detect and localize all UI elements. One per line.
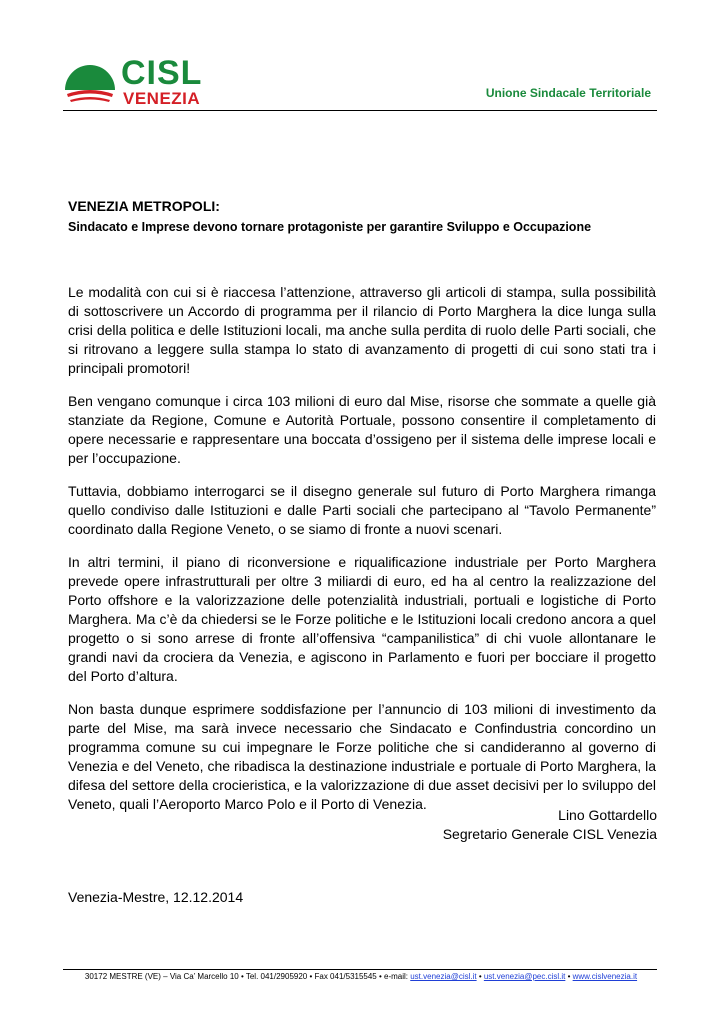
footer-separator: • xyxy=(476,972,484,981)
logo-cisl-text: CISL xyxy=(121,54,203,92)
document-subtitle: Sindacato e Imprese devono tornare protagoniste per garantire Sviluppo e Occupazione xyxy=(68,220,592,234)
letterhead xyxy=(63,54,657,114)
footer-website-link[interactable]: www.cislvenezia.it xyxy=(572,972,638,981)
logo-emblem-icon xyxy=(63,56,117,106)
footer xyxy=(63,972,659,982)
body-paragraph: Tuttavia, dobbiamo interrogarci se il disegno generale sul futuro di Porto Marghera rimanga quello condiviso dalle Istituzioni e dalle Parti sociali che partecipano al “Tavolo Permanente” coordinato dalla Regione Veneto, o se siamo di fronte a nuovi scenari. xyxy=(68,483,656,537)
footer-address: 30172 MESTRE (VE) – Via Ca’ Marcello 10 • Tel. 041/2905920 • Fax 041/5315545 • e-mail: xyxy=(84,972,411,981)
footer-divider xyxy=(63,969,657,970)
footer-separator: • xyxy=(565,972,573,981)
footer-pec-link[interactable]: ust.venezia@pec.cisl.it xyxy=(483,972,566,981)
signature-block xyxy=(443,806,657,844)
logo-venezia-text: VENEZIA xyxy=(123,89,201,108)
body-paragraph: Non basta dunque esprimere soddisfazione per l’annuncio di 103 milioni di investimento da parte del Mise, ma sarà invece necessario che Sindacato e Confindustria concordino un programma comune su cui impegnare le Forze politiche che si candideranno al governo di Venezia e del Veneto, che ribadisca la destinazione industriale e portuale di Porto Marghera, la difesa del settore della crocieristica, e la valorizzazione di due asset decisivi per lo sviluppo del Veneto, quali l’Aeroporto Marco Polo e il Porto di Venezia. xyxy=(68,701,656,812)
body-paragraph: In altri termini, il piano di riconversione e riqualificazione industriale per Porto Marghera prevede opere infrastrutturali per oltre 3 miliardi di euro, ed ha al centro la realizzazione del Porto offshore e la valorizzazione delle potenzialità industriali, portuali e logistiche di Porto Marghera. Ma c’è da chiedersi se le Forze politiche e le Istituzioni locali credono ancora a quel progetto o si sono arrese di fronte all’offensiva “campanilistica” di chi vuole allontanare le grandi navi da crociera da Venezia, e agiscono in Parlamento e fuori per bocciare il progetto del Porto d’altura. xyxy=(68,554,656,684)
footer-email-link[interactable]: ust.venezia@cisl.it xyxy=(410,972,477,981)
body-paragraph: Le modalità con cui si è riaccesa l’attenzione, attraverso gli articoli di stampa, sulla possibilità di sottoscrivere un Accordo di programma per il rilancio di Porto Marghera la dice lunga sulla crisi della politica e delle Istituzioni locali, ma anche sulla perdita di ruolo delle Parti sociali, che si ritrovano a leggere sulla stampa lo stato di avanzamento di progetti di cui sono stati tra i principali promotori! xyxy=(68,284,656,376)
header-divider xyxy=(63,110,657,111)
document-body xyxy=(68,283,656,828)
signature-name: Lino Gottardello xyxy=(558,807,657,823)
document-date: Venezia-Mestre, 12.12.2014 xyxy=(68,889,244,905)
signature-role: Segretario Generale CISL Venezia xyxy=(442,826,657,842)
document-title: VENEZIA METROPOLI: xyxy=(68,198,220,214)
body-paragraph: Ben vengano comunque i circa 103 milioni di euro dal Mise, risorse che sommate a quelle già stanziate da Regione, Comune e Autorità Portuale, possono consentire il completamento di opere necessarie e rappresentare una boccata d’ossigeno per il sistema delle imprese locali e per l’occupazione. xyxy=(68,393,656,466)
cisl-logo xyxy=(63,54,223,110)
union-name: Unione Sindacale Territoriale xyxy=(485,86,651,100)
